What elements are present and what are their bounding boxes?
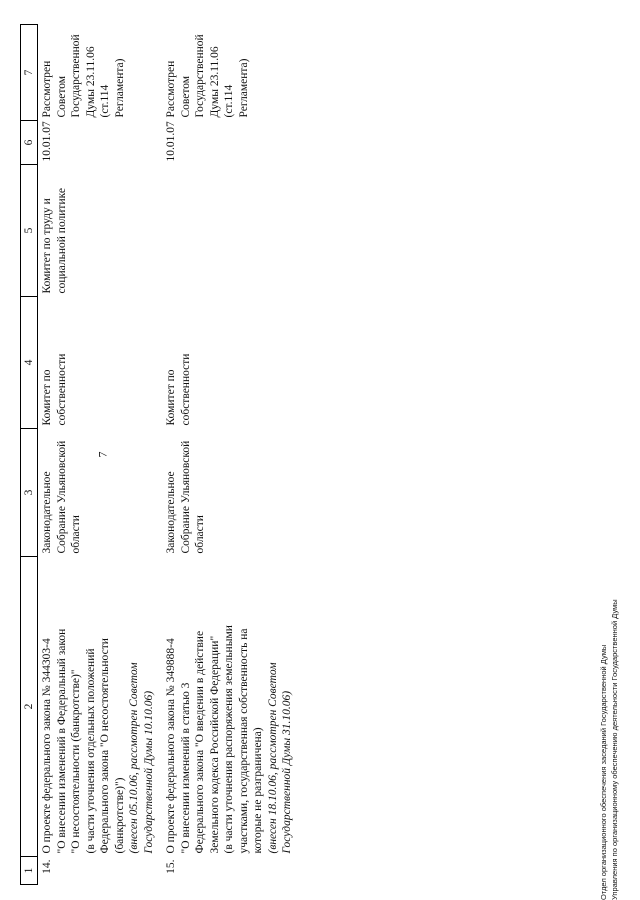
co-committee-cell [162, 165, 301, 297]
bill-title-line: участками, государственная собственность на [237, 628, 250, 854]
bill-title-cell [162, 557, 301, 857]
committee-cell: Комитет по собственности [165, 353, 192, 426]
bill-note-line: Государственной Думы 10.10.06) [142, 690, 155, 854]
document-footer [598, 599, 620, 900]
bill-title-line: Федерального закона "О несостоятельности [99, 638, 111, 854]
column-header: 2 [21, 557, 38, 857]
footer-line: Управления по организационному обеспечению деятельности Государственной Думы [610, 599, 619, 900]
column-header: 4 [21, 297, 38, 429]
bill-title-line: (в части уточнения распоряжения земельными [223, 625, 235, 854]
bill-title-line: О проекте федерального закона № 344303-4 [41, 638, 53, 854]
rotated-page-content [20, 25, 293, 885]
date-cell: 10.01.07 [41, 121, 53, 162]
status-cell: Рассмотрен Советом Государственной Думы 23.11.06 (ст.114 Регламента) [41, 34, 126, 118]
bill-title-line: (в части уточнения отдельных положений [84, 648, 97, 854]
bill-title-line: О проекте федерального закона № 349888-4 [165, 638, 177, 854]
bill-title-line: (банкротстве)") [113, 777, 126, 854]
column-header: 1 [21, 857, 38, 885]
column-header: 7 [21, 25, 38, 121]
bill-title-line: "О внесении изменений в Федеральный закон [55, 628, 68, 854]
bill-title-line: Земельного кодекса Российской Федерации" [208, 635, 221, 854]
initiator-cell: Законодательное Собрание Ульяновской области [41, 440, 82, 554]
table-row [38, 25, 163, 885]
column-header: 3 [21, 429, 38, 557]
column-header: 6 [21, 121, 38, 165]
committee-cell: Комитет по собственности [41, 353, 68, 426]
status-cell: Рассмотрен Советом Государственной Думы 23.11.06 (ст.114 Регламента) [165, 34, 250, 118]
column-header: 5 [21, 165, 38, 297]
bill-title-line: "О внесении изменений в статью 3 [179, 682, 192, 854]
bill-note-line: Государственной Думы 31.10.06) [281, 690, 293, 854]
bill-title-cell [38, 557, 163, 857]
bill-title-line: Федерального закона "О введении в действие [194, 630, 206, 854]
footer-line: Отдел организационного обеспечения заседаний Государственной Думы [599, 644, 608, 900]
date-cell: 10.01.07 [165, 121, 177, 162]
row-number: 14. [41, 859, 53, 874]
table-row [162, 25, 301, 885]
bill-title-line: "О несостоятельности (банкротстве)" [70, 669, 82, 854]
row-number: 15. [165, 859, 177, 874]
bill-title-line: которые не разграничена) [252, 727, 264, 854]
bills-table [20, 24, 301, 885]
co-committee-cell: Комитет по труду и социальной политике [41, 187, 68, 294]
initiator-cell: Законодательное Собрание Ульяновской области [165, 440, 206, 554]
bill-note-line: (внесен 05.10.06, рассмотрен Советом [128, 662, 140, 854]
bill-note-line: (внесен 18.10.06, рассмотрен Советом [266, 662, 279, 854]
table-header-row [21, 25, 38, 885]
page-number: 7 [95, 451, 110, 458]
